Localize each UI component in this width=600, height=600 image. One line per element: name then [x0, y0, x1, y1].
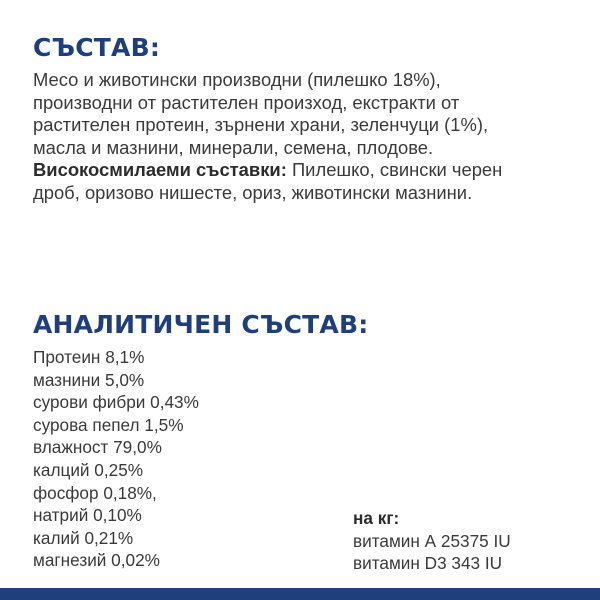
highly-digestible-text: Пилешко, свински черен — [286, 159, 503, 181]
analytical-item: калций 0,25% — [33, 459, 144, 480]
analytical-item: мазнини 5,0% — [33, 369, 145, 390]
analytical-item: калий 0,21% — [33, 527, 134, 548]
ingredients-line: производни от растителен произход, екстракти от — [33, 91, 460, 113]
analytical-item: фосфор 0,18%, — [33, 482, 157, 503]
analytical-item: натрий 0,10% — [33, 505, 142, 526]
highly-digestible-label: Високосмилаеми съставки: — [33, 159, 287, 181]
vitamin-item: витамин А 25375 IU — [353, 530, 511, 551]
analytical-item: сурови фибри 0,43% — [33, 392, 199, 413]
analytical-item: Протеин 8,1% — [33, 347, 145, 367]
analytical-list — [33, 346, 199, 572]
ingredients-text — [33, 69, 593, 205]
bottom-bar — [0, 588, 600, 600]
vitamins-block — [353, 507, 511, 575]
ingredients-line: растителен протеин, зърнени храни, зеленчуци (1%), — [33, 114, 489, 136]
highly-digestible-line: дроб, оризово нишесте, ориз, животински мазнини. — [33, 181, 473, 203]
analytical-item: влажност 79,0% — [33, 437, 162, 458]
highly-digestible-line — [33, 159, 593, 182]
ingredients-line: масла и мазнини, минерали, семена, плодове. — [33, 136, 434, 158]
ingredients-line: Месо и животински производни (пилешко 18%), — [33, 69, 441, 90]
analytical-heading: АНАЛИТИЧЕН СЪСТАВ: — [33, 310, 369, 339]
analytical-item: сурова пепел 1,5% — [33, 414, 184, 435]
analytical-item: магнезий 0,02% — [33, 550, 160, 571]
ingredients-heading: СЪСТАВ: — [33, 33, 161, 62]
vitamin-item: витамин D3 343 IU — [353, 553, 503, 574]
per-kg-label: на кг: — [353, 508, 400, 528]
